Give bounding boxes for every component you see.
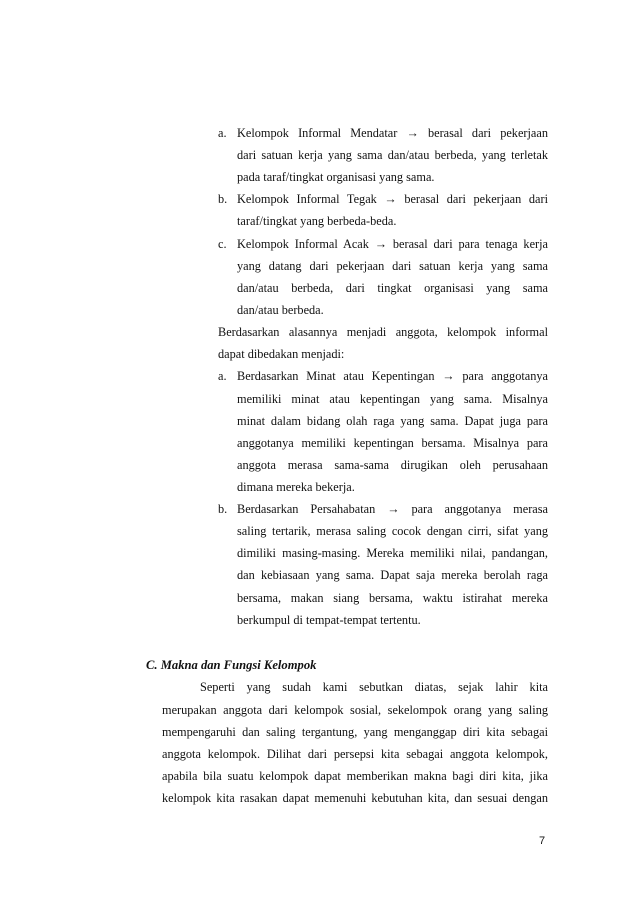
text-line: kelompok kita rasakan dapat memenuhi kebutuhan kita, dan sesuai dengan	[162, 791, 548, 805]
text-line: Kelompok Informal Acak → berasal dari para tenaga kerja	[237, 237, 548, 251]
text-line: dimana mereka bekerja.	[237, 480, 355, 494]
list-marker: c.	[218, 237, 227, 251]
text-line: dimiliki masing-masing. Mereka memiliki nilai, pandangan,	[237, 546, 548, 560]
text-line: Seperti yang sudah kami sebutkan diatas, sejak lahir kita	[200, 680, 548, 694]
text-line: yang datang dari pekerjaan dari satuan kerja yang sama	[237, 259, 548, 273]
list-marker: a.	[218, 369, 227, 383]
text-line: dari satuan kerja yang sama dan/atau berbeda, yang terletak	[237, 148, 548, 162]
text-line: dan/atau berbeda.	[237, 303, 324, 317]
text-line: dapat dibedakan menjadi:	[218, 347, 345, 361]
text-line: memiliki minat atau kepentingan yang sama. Misalnya	[237, 392, 548, 406]
text-line: saling tertarik, merasa saling cocok dengan cirri, sifat yang	[237, 524, 548, 538]
text-line: merupakan anggota dari kelompok sosial, sekelompok orang yang saling	[162, 703, 548, 717]
text-line: Kelompok Informal Mendatar → berasal dari pekerjaan	[237, 126, 548, 140]
text-line: Berdasarkan Persahabatan → para anggotanya merasa	[237, 502, 548, 516]
text-line: anggota kelompok. Dilihat dari persepsi kita sebagai anggota kelompok,	[162, 747, 548, 761]
list-marker: b.	[218, 192, 228, 206]
text-line: Berdasarkan alasannya menjadi anggota, kelompok informal	[218, 325, 548, 339]
text-line: bersama, makan siang bersama, waktu istirahat mereka	[237, 591, 548, 605]
list-marker: b.	[218, 502, 228, 516]
page-number: 7	[539, 835, 546, 847]
text-line: apabila bila suatu kelompok dapat memberikan makna bagi diri kita, jika	[162, 769, 548, 783]
text-line: berkumpul di tempat-tempat tertentu.	[237, 613, 421, 627]
text-line: anggotanya memiliki kepentingan bersama. Misalnya para	[237, 436, 548, 450]
text-line: pada taraf/tingkat organisasi yang sama.	[237, 170, 435, 184]
text-line: minat dalam bidang olah raga yang sama. Dapat juga para	[237, 414, 548, 428]
list-marker: a.	[218, 126, 227, 140]
text-line: mempengaruhi dan saling tergantung, yang menganggap diri kita sebagai	[162, 725, 548, 739]
text-line: dan/atau berbeda, dari tingkat organisasi yang sama	[237, 281, 548, 295]
text-line: dan kebiasaan yang sama. Dapat saja mereka berolah raga	[237, 568, 548, 582]
section-heading: C. Makna dan Fungsi Kelompok	[146, 658, 317, 672]
text-line: Berdasarkan Minat atau Kepentingan → para anggotanya	[237, 369, 548, 383]
text-line: taraf/tingkat yang berbeda-beda.	[237, 214, 397, 228]
text-line: Kelompok Informal Tegak → berasal dari pekerjaan dari	[237, 192, 548, 206]
text-line: anggota merasa sama-sama dirugikan oleh perusahaan	[237, 458, 548, 472]
